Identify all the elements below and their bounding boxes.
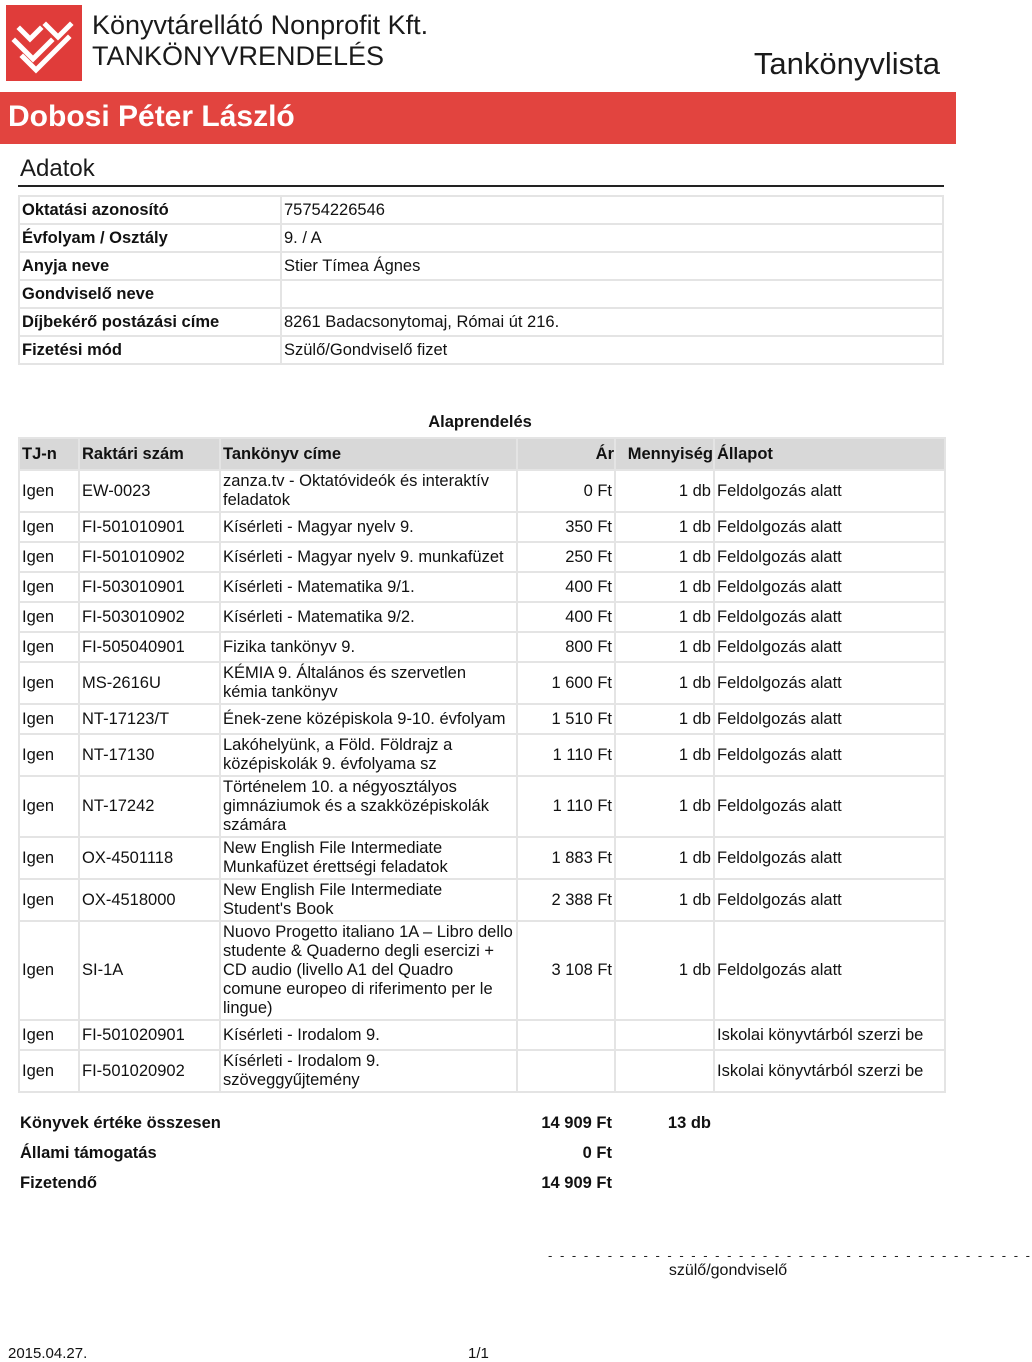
org-header xyxy=(92,10,428,72)
cell-tj: Igen xyxy=(19,704,79,734)
cell-tj: Igen xyxy=(19,512,79,542)
cell-code: FI-503010901 xyxy=(79,572,220,602)
signature-line: - - - - - - - - - - - - - - - - - - - - - - - - - - - - - - - - - - - - - - - - - xyxy=(548,1248,1032,1263)
footer-page-number: 1/1 xyxy=(468,1345,489,1362)
state-support-row xyxy=(18,1138,944,1168)
cell-title: KÉMIA 9. Általános és szervetlen kémia tankönyv xyxy=(220,662,517,704)
details-title: Adatok xyxy=(20,155,95,182)
cell-title: Történelem 10. a négyosztályos gimnáziumok és a szakközépiskolák számára xyxy=(220,776,517,837)
cell-qty: 1 db xyxy=(615,734,714,776)
col-title: Tankönyv címe xyxy=(220,438,517,470)
cell-code: OX-4518000 xyxy=(79,879,220,921)
cell-tj: Igen xyxy=(19,1050,79,1092)
total-books-row xyxy=(18,1108,944,1138)
cell-qty: 1 db xyxy=(615,512,714,542)
org-name: Könyvtárellátó Nonprofit Kft. xyxy=(92,10,429,40)
student-banner xyxy=(0,92,956,144)
cell-qty: 1 db xyxy=(615,879,714,921)
cell-qty: 1 db xyxy=(615,470,714,512)
details-value: 8261 Badacsonytomaj, Római út 216. xyxy=(281,308,943,336)
cell-code: FI-501010902 xyxy=(79,542,220,572)
order-table-head xyxy=(19,438,945,470)
order-table-body xyxy=(19,470,945,1092)
details-label: Gondviselő neve xyxy=(19,280,281,308)
order-row xyxy=(19,734,945,776)
details-value xyxy=(281,280,943,308)
details-table-body xyxy=(19,196,943,364)
cell-status: Feldolgozás alatt xyxy=(714,512,945,542)
cell-status: Feldolgozás alatt xyxy=(714,879,945,921)
cell-tj: Igen xyxy=(19,776,79,837)
details-divider xyxy=(18,185,944,187)
order-row xyxy=(19,572,945,602)
cell-price: 1 883 Ft xyxy=(517,837,615,879)
cell-title: Ének-zene középiskola 9-10. évfolyam xyxy=(220,704,517,734)
cell-tj: Igen xyxy=(19,632,79,662)
cell-status: Feldolgozás alatt xyxy=(714,572,945,602)
cell-code: OX-4501118 xyxy=(79,837,220,879)
col-qty: Mennyiség xyxy=(615,438,714,470)
cell-code: SI-1A xyxy=(79,921,220,1020)
payable-value: 14 909 Ft xyxy=(541,1173,612,1192)
col-tj: TJ-n xyxy=(19,438,79,470)
col-status: Állapot xyxy=(714,438,945,470)
details-value: 75754226546 xyxy=(281,196,943,224)
footer-date: 2015.04.27. xyxy=(8,1345,88,1362)
cell-tj: Igen xyxy=(19,734,79,776)
details-label: Anyja neve xyxy=(19,252,281,280)
cell-qty: 1 db xyxy=(615,776,714,837)
details-label: Fizetési mód xyxy=(19,336,281,364)
total-books-qty: 13 db xyxy=(667,1113,711,1132)
cell-price: 400 Ft xyxy=(517,602,615,632)
order-row xyxy=(19,921,945,1020)
cell-price: 400 Ft xyxy=(517,572,615,602)
document-title: Tankönyvlista xyxy=(753,46,940,81)
cell-code: FI-501010901 xyxy=(79,512,220,542)
details-value: Stier Tímea Ágnes xyxy=(281,252,943,280)
order-title: Alaprendelés xyxy=(428,413,532,431)
cell-title: Nuovo Progetto italiano 1A – Libro dello studente & Quaderno degli esercizi + CD audio (livello A1 del Quadro comune europeo di riferimento per le lingue) xyxy=(220,921,517,1020)
system-name: TANKÖNYVRENDELÉS xyxy=(92,41,385,71)
cell-title: Kísérleti - Irodalom 9. xyxy=(220,1020,517,1050)
order-row xyxy=(19,470,945,512)
details-row xyxy=(19,252,943,280)
payable-row xyxy=(18,1168,944,1198)
cell-title: zanza.tv - Oktatóvideók és interaktív feladatok xyxy=(220,470,517,512)
cell-tj: Igen xyxy=(19,837,79,879)
cell-title: Kísérleti - Matematika 9/1. xyxy=(220,572,517,602)
cell-status: Iskolai könyvtárból szerzi be xyxy=(714,1050,945,1092)
cell-price: 800 Ft xyxy=(517,632,615,662)
order-row xyxy=(19,662,945,704)
cell-status: Feldolgozás alatt xyxy=(714,542,945,572)
cell-code: NT-17242 xyxy=(79,776,220,837)
cell-qty: 1 db xyxy=(615,602,714,632)
cell-status: Iskolai könyvtárból szerzi be xyxy=(714,1020,945,1050)
cell-title: Fizika tankönyv 9. xyxy=(220,632,517,662)
payable-spacer xyxy=(713,1168,944,1198)
col-price: Ár xyxy=(517,438,615,470)
cell-status: Feldolgozás alatt xyxy=(714,776,945,837)
cell-title: Kísérleti - Magyar nyelv 9. munkafüzet xyxy=(220,542,517,572)
order-row xyxy=(19,704,945,734)
cell-price: 0 Ft xyxy=(517,470,615,512)
cell-status: Feldolgozás alatt xyxy=(714,470,945,512)
col-code: Raktári szám xyxy=(79,438,220,470)
state-support-spacer xyxy=(713,1138,944,1168)
order-table xyxy=(18,437,946,1093)
cell-qty: 1 db xyxy=(615,704,714,734)
cell-code: EW-0023 xyxy=(79,470,220,512)
cell-code: MS-2616U xyxy=(79,662,220,704)
details-value: 9. / A xyxy=(281,224,943,252)
order-row xyxy=(19,1020,945,1050)
kello-logo-mark xyxy=(6,5,82,81)
cell-status: Feldolgozás alatt xyxy=(714,632,945,662)
cell-title: Kísérleti - Irodalom 9. szöveggyűjtemény xyxy=(220,1050,517,1092)
cell-status: Feldolgozás alatt xyxy=(714,921,945,1020)
cell-code: FI-501020902 xyxy=(79,1050,220,1092)
details-label: Oktatási azonosító xyxy=(19,196,281,224)
order-row xyxy=(19,776,945,837)
cell-price: 350 Ft xyxy=(517,512,615,542)
cell-qty: 1 db xyxy=(615,837,714,879)
state-support-value: 0 Ft xyxy=(582,1143,612,1162)
cell-qty: 1 db xyxy=(615,921,714,1020)
order-row xyxy=(19,1050,945,1092)
details-row xyxy=(19,224,943,252)
total-books-spacer xyxy=(713,1108,944,1138)
order-row xyxy=(19,632,945,662)
cell-title: Lakóhelyünk, a Föld. Földrajz a középiskolák 9. évfolyama sz xyxy=(220,734,517,776)
cell-tj: Igen xyxy=(19,662,79,704)
cell-tj: Igen xyxy=(19,470,79,512)
cell-title: Kísérleti - Magyar nyelv 9. xyxy=(220,512,517,542)
details-row xyxy=(19,336,943,364)
payable-label: Fizetendő xyxy=(20,1173,97,1192)
total-books-value: 14 909 Ft xyxy=(541,1113,612,1132)
cell-qty: 1 db xyxy=(615,662,714,704)
cell-price xyxy=(517,1020,615,1050)
student-name: Dobosi Péter László xyxy=(8,100,295,133)
signature-label: szülő/gondviselő xyxy=(668,1262,788,1279)
cell-status: Feldolgozás alatt xyxy=(714,662,945,704)
cell-price: 1 110 Ft xyxy=(517,734,615,776)
details-label: Évfolyam / Osztály xyxy=(19,224,281,252)
cell-price xyxy=(517,1050,615,1092)
order-row xyxy=(19,837,945,879)
details-row xyxy=(19,196,943,224)
order-row xyxy=(19,542,945,572)
order-row xyxy=(19,602,945,632)
cell-qty xyxy=(615,1020,714,1050)
cell-qty: 1 db xyxy=(615,542,714,572)
kello-logo-icon xyxy=(6,5,82,81)
cell-status: Feldolgozás alatt xyxy=(714,837,945,879)
cell-price: 2 388 Ft xyxy=(517,879,615,921)
details-value: Szülő/Gondviselő fizet xyxy=(281,336,943,364)
cell-code: FI-503010902 xyxy=(79,602,220,632)
cell-price: 3 108 Ft xyxy=(517,921,615,1020)
cell-tj: Igen xyxy=(19,1020,79,1050)
cell-code: FI-501020901 xyxy=(79,1020,220,1050)
cell-title: New English File Intermediate Student's Book xyxy=(220,879,517,921)
cell-tj: Igen xyxy=(19,921,79,1020)
cell-status: Feldolgozás alatt xyxy=(714,602,945,632)
cell-code: NT-17130 xyxy=(79,734,220,776)
state-support-qty xyxy=(614,1138,713,1168)
details-row xyxy=(19,280,943,308)
cell-price: 1 510 Ft xyxy=(517,704,615,734)
cell-qty: 1 db xyxy=(615,572,714,602)
order-row xyxy=(19,879,945,921)
cell-price: 1 600 Ft xyxy=(517,662,615,704)
cell-title: Kísérleti - Matematika 9/2. xyxy=(220,602,517,632)
total-books-label: Könyvek értéke összesen xyxy=(20,1113,221,1132)
cell-tj: Igen xyxy=(19,602,79,632)
cell-qty xyxy=(615,1050,714,1092)
state-support-label: Állami támogatás xyxy=(20,1143,157,1162)
cell-status: Feldolgozás alatt xyxy=(714,734,945,776)
cell-tj: Igen xyxy=(19,572,79,602)
details-label: Díjbekérő postázási címe xyxy=(19,308,281,336)
cell-status: Feldolgozás alatt xyxy=(714,704,945,734)
cell-code: FI-505040901 xyxy=(79,632,220,662)
details-row xyxy=(19,308,943,336)
order-row xyxy=(19,512,945,542)
cell-title: New English File Intermediate Munkafüzet érettségi feladatok xyxy=(220,837,517,879)
cell-price: 1 110 Ft xyxy=(517,776,615,837)
details-table xyxy=(18,195,944,365)
cell-code: NT-17123/T xyxy=(79,704,220,734)
cell-price: 250 Ft xyxy=(517,542,615,572)
order-header-row xyxy=(19,438,945,470)
cell-tj: Igen xyxy=(19,542,79,572)
payable-qty xyxy=(614,1168,713,1198)
cell-tj: Igen xyxy=(19,879,79,921)
cell-qty: 1 db xyxy=(615,632,714,662)
totals-table xyxy=(18,1108,944,1198)
